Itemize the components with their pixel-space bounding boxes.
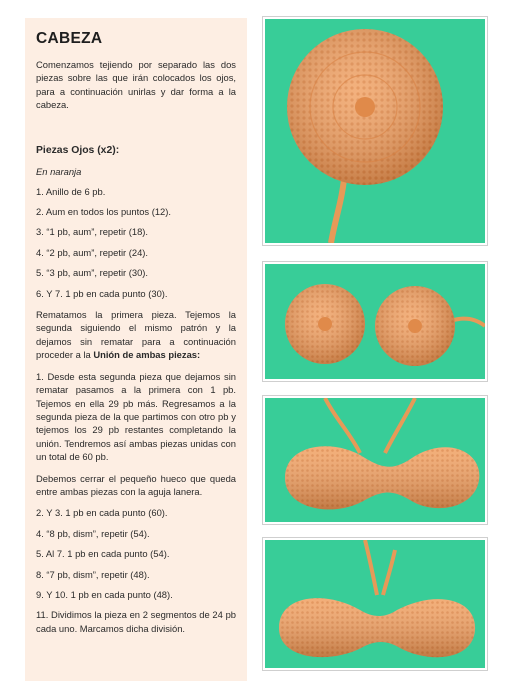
join-step-8: 8. “7 pb, dism”, repetir (48). [36, 568, 150, 580]
section-title: CABEZA [36, 30, 103, 47]
eyes-step-1: 1. Anillo de 6 pb. [36, 185, 106, 197]
join-step-9: 9. Y 10. 1 pb en cada punto (48). [36, 588, 173, 600]
finish-text: Rematamos la primera pieza. Tejemos la segunda siguiendo el mismo patrón y la dejamos sin rematar para a continuación proceder a la [36, 309, 236, 361]
photo-two-pieces [263, 262, 487, 381]
eyes-step-3: 3. “1 pb, aum”, repetir (18). [36, 226, 149, 238]
instructions-panel [25, 18, 247, 681]
photo-eye-piece [263, 17, 487, 245]
finish-bold: Unión de ambas piezas: [93, 349, 201, 361]
join-note: Debemos cerrar el pequeño hueco que queda entre ambas piezas con la aguja lanera. [36, 472, 236, 497]
join-step-4: 4. “8 pb, dism”, repetir (54). [36, 527, 150, 539]
join-step-2: 2. Y 3. 1 pb en cada punto (60). [36, 507, 168, 519]
eyes-heading: Piezas Ojos (x2): [36, 144, 120, 156]
eyes-step-4: 4. “2 pb, aum”, repetir (24). [36, 246, 149, 258]
join-step-1: 1. Desde esta segunda pieza que dejamos sin rematar pasamos a la primera con 1 pb. Tejemos en ella 29 pb más. Regresamos a la segunda pieza de la que partimos con otro pb y tejemos los 29 pb restantes completando la unión. Tendremos así ambas piezas unidas con un total de 60 pb. [36, 370, 236, 463]
eyes-step-2: 2. Aum en todos los puntos (12). [36, 206, 171, 218]
color-note: En naranja [36, 165, 82, 177]
finish-paragraph [36, 308, 236, 362]
eyes-step-6: 6. Y 7. 1 pb en cada punto (30). [36, 287, 168, 299]
join-step-11: 11. Dividimos la pieza en 2 segmentos de 24 pb cada uno. Marcamos dicha división. [36, 609, 236, 634]
photo-joined-flat [263, 538, 487, 670]
eyes-step-5: 5. “3 pb, aum”, repetir (30). [36, 267, 149, 279]
intro-paragraph: Comenzamos tejiendo por separado las dos piezas sobre las que irán colocados los ojos, para a continuación unirlas y dar forma a la cabeza. [36, 59, 236, 111]
join-step-5: 5. Al 7. 1 pb en cada punto (54). [36, 548, 170, 560]
photo-joined-angled [263, 396, 487, 524]
